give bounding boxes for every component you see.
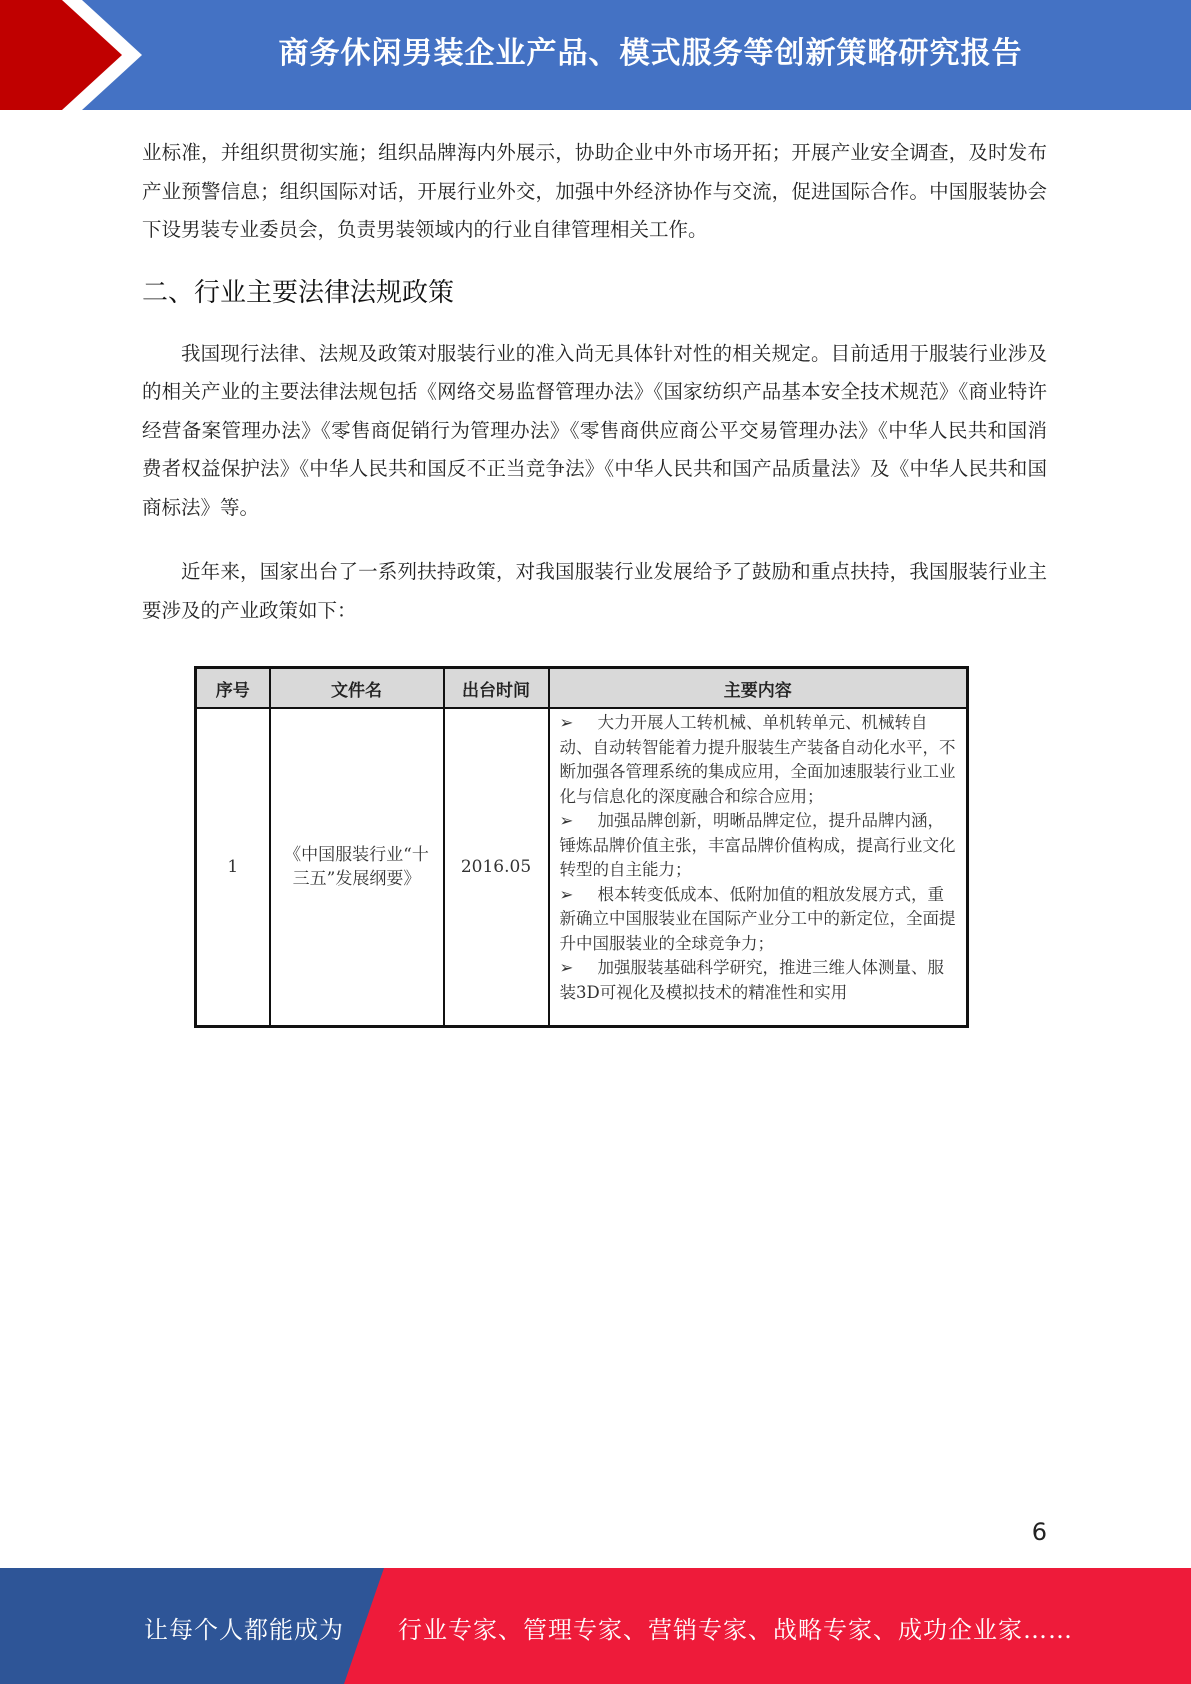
content-text: 大力开展人工转机械、单机转单元、机械转自动、自动转智能着力提升服装生产装备自动化水平，不断加强各管理系统的集成应用，全面加速服装行业工业化与信息化的深度融合和综合应用； [559, 713, 956, 806]
arrow-bullet-icon: ➢ [559, 713, 574, 732]
table-header-row [196, 668, 968, 709]
footer-slogan-right: 行业专家、管理专家、营销专家、战略专家、成功企业家…… [398, 1616, 1073, 1644]
arrow-bullet-icon: ➢ [559, 958, 574, 977]
page-footer [0, 1568, 1191, 1684]
header-arrow-decoration [0, 0, 160, 110]
content-bullet [560, 711, 959, 809]
header-date: 出台时间 [444, 668, 549, 709]
header-content: 主要内容 [549, 668, 968, 709]
paragraph-industry-association: 业标准，并组织贯彻实施；组织品牌海内外展示，协助企业中外市场开拓；开展产业安全调查，及时发布产业预警信息；组织国际对话，开展行业外交，加强中外经济协作与交流，促进国际合作。中国服装协会下设男装专业委员会，负责男装领域内的行业自律管理相关工作。 [142, 141, 1047, 241]
document-body [142, 134, 1047, 630]
paragraph-laws: 我国现行法律、法规及政策对服装行业的准入尚无具体针对性的相关规定。目前适用于服装行业涉及的相关产业的主要法律法规包括《网络交易监督管理办法》《国家纺织产品基本安全技术规范》《商业特许经营备案管理办法》《零售商促销行为管理办法》《零售商供应商公平交易管理办法》《中华人民共和国消费者权益保护法》《中华人民共和国反不正当竞争法》《中华人民共和国产品质量法》及《中华人民共和国商标法》等。 [142, 341, 1047, 519]
table-row [196, 708, 968, 1027]
header-name: 文件名 [270, 668, 444, 709]
page-header [0, 0, 1191, 110]
policy-table [194, 666, 969, 1028]
section-heading: 二、行业主要法律法规政策 [142, 277, 455, 308]
content-bullet [560, 883, 959, 957]
row-date: 2016.05 [444, 708, 549, 1027]
row-name: 《中国服装行业“十三五”发展纲要》 [270, 708, 444, 1027]
footer-slogan-left: 让每个人都能成为 [144, 1616, 344, 1644]
arrow-bullet-icon: ➢ [559, 811, 574, 830]
content-bullet [560, 809, 959, 883]
row-content [549, 708, 968, 1027]
arrow-bullet-icon: ➢ [559, 884, 574, 904]
row-no: 1 [196, 708, 270, 1027]
content-text: 加强品牌创新，明晰品牌定位，提升品牌内涵，锤炼品牌价值主张，丰富品牌价值构成，提高行业文化转型的自主能力； [559, 811, 956, 879]
header-no: 序号 [196, 668, 270, 709]
content-bullet [560, 956, 959, 1005]
page-number: 6 [1031, 1518, 1047, 1546]
content-text: 加强服装基础科学研究，推进三维人体测量、服装3D可视化及模拟技术的精准性和实用 [559, 958, 944, 1002]
header-title: 商务休闲男装企业产品、模式服务等创新策略研究报告 [278, 36, 1023, 71]
paragraph-policies: 近年来，国家出台了一系列扶持政策，对我国服装行业发展给予了鼓励和重点扶持，我国服装行业主要涉及的产业政策如下： [142, 560, 1047, 622]
content-text: 根本转变低成本、低附加值的粗放发展方式，重新确立中国服装业在国际产业分工中的新定位，全面提升中国服装业的全球竞争力； [559, 884, 956, 953]
